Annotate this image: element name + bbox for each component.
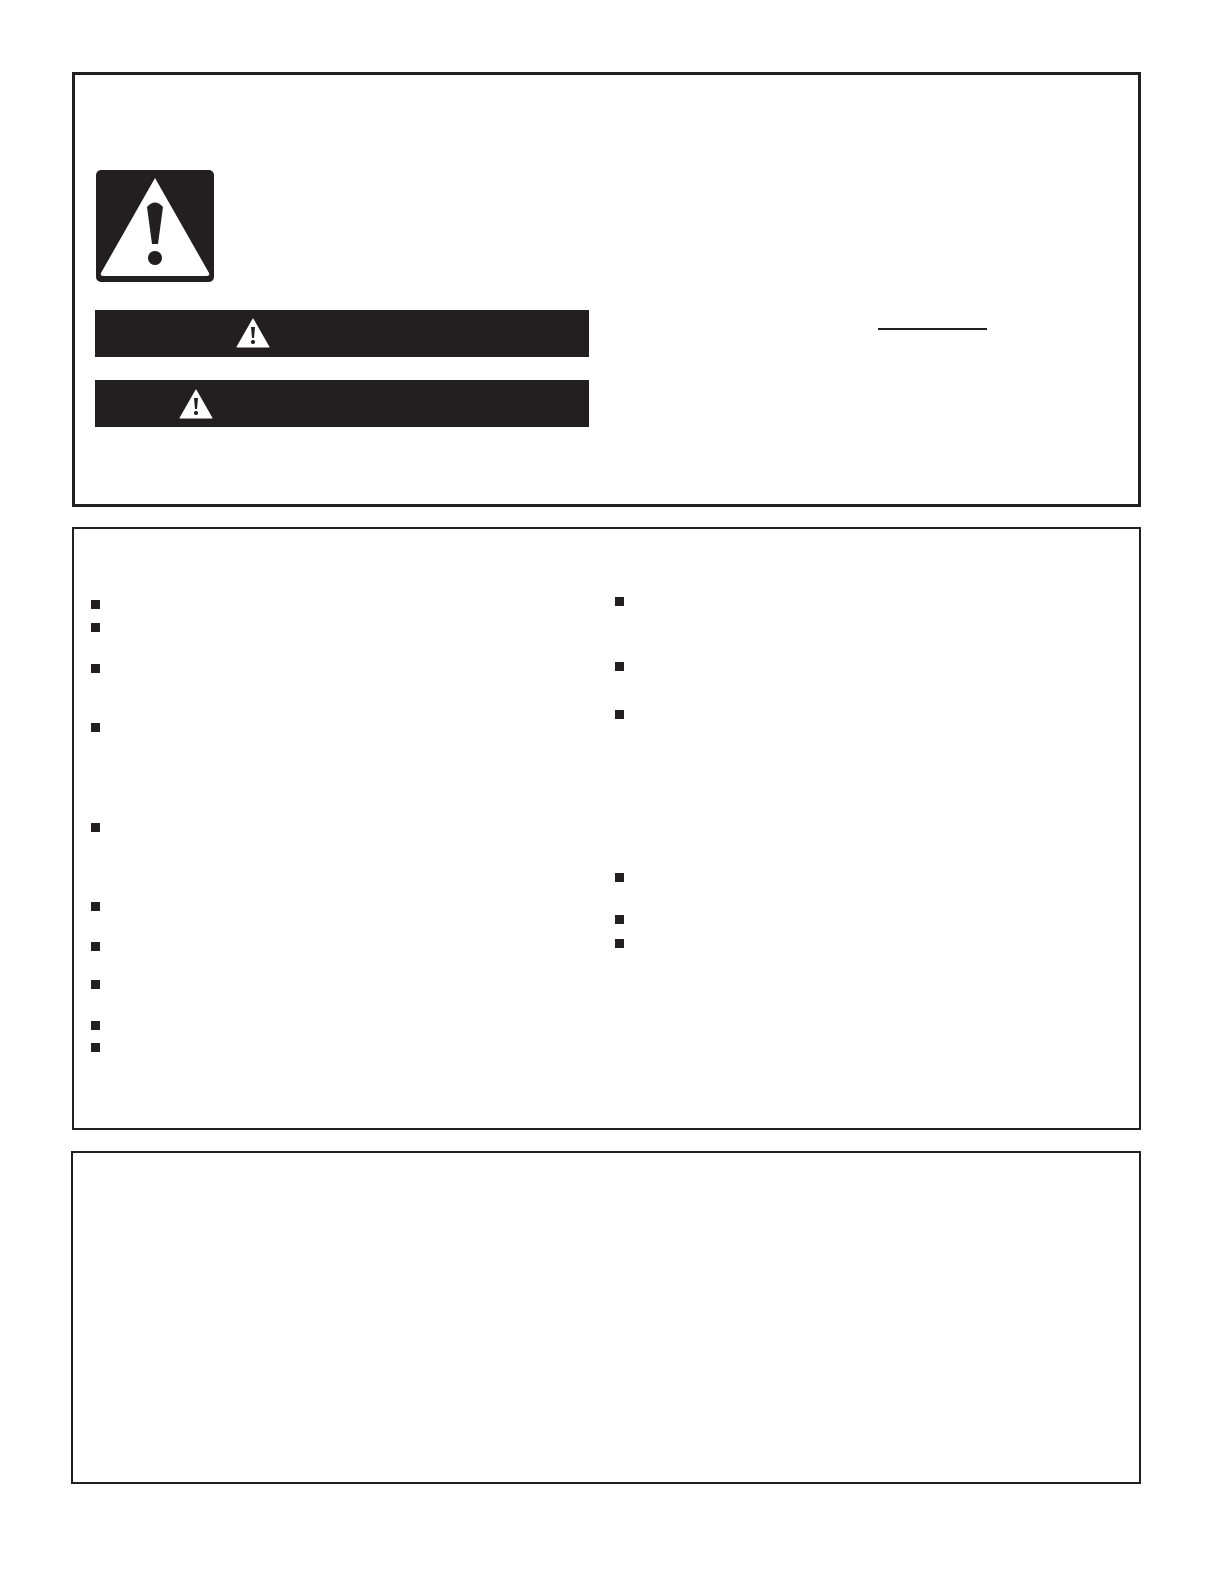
- bullet-square: [91, 823, 100, 832]
- bullet-square: [91, 1021, 100, 1030]
- signal-word-bar-warning: [95, 380, 589, 427]
- underline-rule: [878, 328, 987, 330]
- bullet-square: [91, 902, 100, 911]
- bullet-square: [91, 600, 100, 609]
- bullet-square: [91, 723, 100, 732]
- bullet-square: [615, 662, 624, 671]
- bullet-square: [91, 980, 100, 989]
- bullet-square: [91, 1043, 100, 1052]
- instructions-box: [72, 527, 1141, 1130]
- bullet-square: [615, 710, 624, 719]
- bullet-square: [615, 939, 624, 948]
- bullet-square: [615, 597, 624, 606]
- bullet-square: [615, 873, 624, 882]
- warning-triangle-icon: [179, 389, 213, 419]
- signal-word-bar-danger: [95, 310, 589, 357]
- notice-box: [71, 1151, 1141, 1484]
- bullet-square: [91, 623, 100, 632]
- safety-box: [72, 72, 1141, 507]
- bullet-square: [615, 915, 624, 924]
- warning-triangle-icon: [236, 318, 270, 348]
- bullet-square: [91, 942, 100, 951]
- safety-alert-triangle-icon: [96, 170, 214, 282]
- bullet-square: [91, 664, 100, 673]
